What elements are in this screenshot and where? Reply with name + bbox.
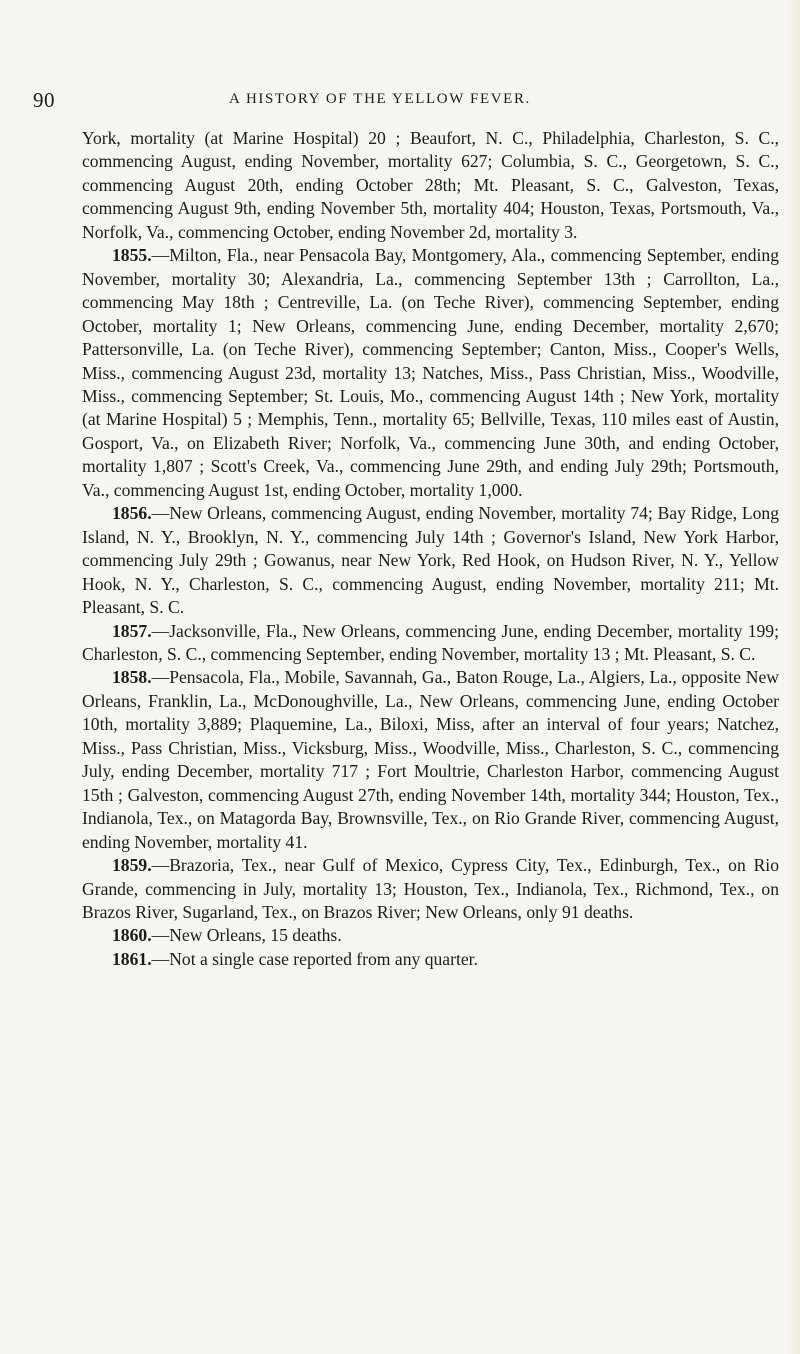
paragraph-1855 [82, 244, 779, 502]
paragraph-continuation [82, 127, 779, 244]
paragraph-1857 [82, 620, 779, 667]
running-title: A HISTORY OF THE YELLOW FEVER. [229, 91, 531, 107]
paragraph-text: —Pensacola, Fla., Mobile, Savannah, Ga., Baton Rouge, La., Algiers, La., opposite New Orleans, Franklin, La., McDonoughville, La., New Orleans, commencing June, ending October 10th, mortality 3,889; Plaquemine, La., Biloxi, Miss, after an interval of four years; Natchez, Miss., Pass Christian, Miss., Vicksburg, Miss., Woodville, Miss., Charleston, S. C., commencing July, ending December, mortality 717 ; Fort Moultrie, Charleston Harbor, commencing August 15th ; Galveston, commencing August 27th, ending November 14th, mortality 344; Houston, Tex., Indianola, Tex., on Matagorda Bay, Brownsville, Tex., on Rio Grande River, commencing August, ending November, mortality 41. [82, 667, 779, 852]
page-number: 90 [33, 88, 55, 112]
year-heading: 1856. [112, 503, 152, 524]
year-heading: 1859. [112, 855, 152, 876]
year-heading: 1858. [112, 667, 152, 688]
paragraph-text: —New Orleans, 15 deaths. [151, 925, 342, 946]
paragraph-text: —Not a single case reported from any quarter. [151, 948, 478, 969]
year-heading: 1860. [112, 925, 152, 946]
paragraph-1859 [82, 854, 779, 924]
year-heading: 1857. [112, 620, 152, 641]
body-text [82, 127, 779, 971]
paragraph-1858 [82, 666, 779, 854]
page-header [33, 88, 763, 110]
paragraph-text: —Brazoria, Tex., near Gulf of Mexico, Cypress City, Tex., Edinburgh, Tex., on Rio Grande, commencing in July, mortality 13; Houston, Tex., Indianola, Tex., Richmond, Tex., on Brazos River, Sugarland, Tex., on Brazos River; New Orleans, only 91 deaths. [82, 855, 779, 922]
paragraph-text: —Jacksonville, Fla., New Orleans, commencing June, ending December, mortality 199; Charleston, S. C., commencing September, ending November, mortality 13 ; Mt. Pleasant, S. C. [82, 620, 779, 664]
year-heading: 1861. [112, 948, 152, 969]
paragraph-1861 [82, 948, 779, 971]
year-heading: 1855. [112, 245, 152, 266]
page-edge-shading [788, 0, 800, 1354]
paragraph-text: York, mortality (at Marine Hospital) 20 ; Beaufort, N. C., Philadelphia, Charleston, S. C., commencing August, ending November, mortality 627; Columbia, S. C., Georgetown, S. C., commencing August 20th, ending October 28th; Mt. Pleasant, S. C., Galveston, Texas, commencing August 9th, ending November 5th, mortality 404; Houston, Texas, Portsmouth, Va., Norfolk, Va., commencing October, ending November 2d, mortality 3. [82, 128, 779, 242]
paragraph-1856 [82, 502, 779, 619]
paragraph-1860 [82, 924, 779, 947]
paragraph-text: —New Orleans, commencing August, ending November, mortality 74; Bay Ridge, Long Island, N. Y., Brooklyn, N. Y., commencing July 14th ; Governor's Island, New York Harbor, commencing July 29th ; Gowanus, near New York, Red Hook, on Hudson River, N. Y., Yellow Hook, N. Y., Charleston, S. C., commencing August, ending November, mortality 211; Mt. Pleasant, S. C. [82, 503, 779, 618]
paragraph-text: —Milton, Fla., near Pensacola Bay, Montgomery, Ala., commencing September, ending November, mortality 30; Alexandria, La., commencing September 13th ; Carrollton, La., commencing May 18th ; Centreville, La. (on Teche River), commencing September, ending October, mortality 1; New Orleans, commencing June, ending December, mortality 2,670; Pattersonville, La. (on Teche River), commencing September; Canton, Miss., Cooper's Wells, Miss., commencing August 23d, mortality 13; Natches, Miss., Pass Christian, Miss., Woodville, Miss., commencing September; St. Louis, Mo., commencing August 14th ; New York, mortality (at Marine Hospital) 5 ; Memphis, Tenn., mortality 65; Bellville, Texas, 110 miles east of Austin, Gosport, Va., on Elizabeth River; Norfolk, Va., commencing June 30th, and ending October, mortality 1,807 ; Scott's Creek, Va., commencing June 29th, and ending July 29th; Portsmouth, Va., commencing August 1st, ending October, mortality 1,000. [82, 245, 779, 500]
